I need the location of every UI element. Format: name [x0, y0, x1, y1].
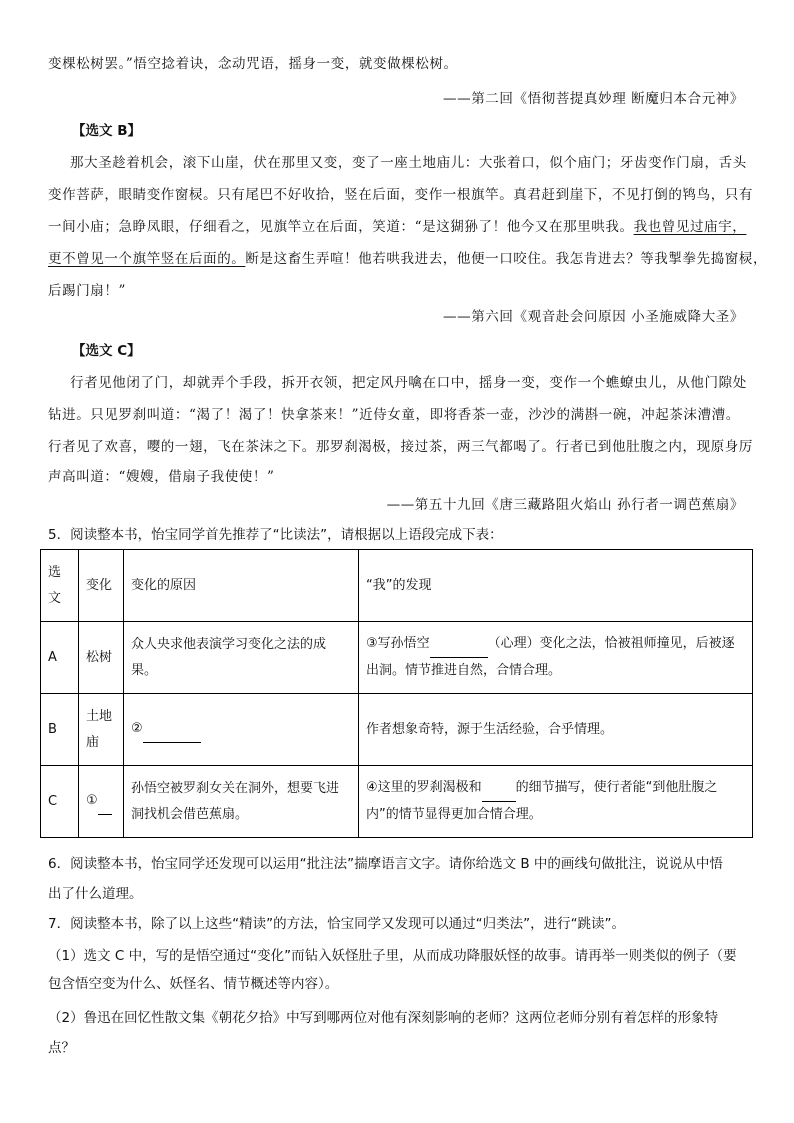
question-6-line-1: 6．阅读整本书，怡宝同学还发现可以运用“批注法”揣摩语言文字。请你给选文 B 中的画线句做批注，说说从中悟 — [48, 856, 723, 872]
passage-b-line-3 — [48, 215, 746, 235]
blank-3-input[interactable] — [430, 631, 488, 658]
row-c-change-prefix: ① — [86, 793, 98, 808]
header-passage: 选文 — [41, 550, 79, 622]
passage-b-line-2: 变作菩萨，眼睛变作窗棂。只有尾巴不好收拾，竖在后面，变作一根旗竿。真君赶到崖下，不见打倒的鸨鸟，只有 — [48, 187, 753, 203]
row-a-label: A — [41, 622, 79, 694]
passage-b-line-5: 后踢门扇！” — [48, 283, 127, 299]
header-finding: “我”的发现 — [359, 550, 753, 622]
row-a-change: 松树 — [79, 622, 124, 694]
passage-c-line-3: 行者见了欢喜，嘤的一翅，飞在茶沫之下。那罗刹渴极，接过茶，两三气都喝了。行者已到他肚腹之内，现原身厉 — [48, 439, 753, 455]
row-b-label: B — [41, 694, 79, 766]
row-b-reason-prefix: ② — [131, 721, 143, 736]
passage-a-source: ——第二回《悟彻菩提真妙理 断魔归本合元神》 — [443, 91, 744, 107]
table-row-b — [41, 694, 753, 766]
row-b-finding: 作者想象奇特，源于生活经验，合乎情理。 — [359, 694, 753, 766]
passage-c-line-2: 钻进。只见罗刹叫道：“渴了！渴了！快拿茶来！”近侍女童，即将香茶一壶，沙沙的满斟一碗，冲起茶沫漕漕。 — [48, 407, 740, 423]
row-c-finding-prefix: ④这里的罗刹渴极和 — [366, 780, 482, 795]
underlined-sentence-part-2: 更不曾见一个旗竿竖在后面的。 — [48, 251, 246, 267]
blank-2-input[interactable] — [143, 716, 201, 743]
question-7-2-line-1: （2）鲁迅在回忆性散文集《朝花夕拾》中写到哪两位对他有深刻影响的老师？这两位老师分别有着怎样的形象特 — [48, 1010, 719, 1026]
table-header-row — [41, 550, 753, 622]
header-change: 变化 — [79, 550, 124, 622]
passage-a-line: 变棵松树罢。”悟空捻着诀，念动咒语，摇身一变，就变做棵松树。 — [48, 56, 458, 72]
question-7-1-line-1: （1）选文 C 中，写的是悟空通过“变化”而钻入妖怪肚子里，从而成功降服妖怪的故事。请再举一则类似的例子（要 — [48, 948, 737, 964]
passage-c-heading: 【选文 C】 — [72, 343, 141, 359]
row-a-finding-prefix: ③写孙悟空 — [366, 636, 430, 651]
row-c-change — [79, 766, 124, 838]
question-7-1-line-2: 包含悟空变为什么、妖怪名、情节概述等内容）。 — [48, 976, 339, 992]
question-6-line-2: 出了什么道理。 — [48, 886, 143, 902]
row-c-reason: 孙悟空被罗刹女关在洞外，想要飞进洞找机会借芭蕉扇。 — [124, 766, 359, 838]
passage-b-source: ——第六回《观音赴会问原因 小圣施威降大圣》 — [443, 309, 744, 325]
blank-4-input[interactable] — [482, 775, 516, 802]
passage-b-line-4-plain: 断是这畜生弄喧！他若哄我进去，他便一口咬住。我怎肯进去？等我掣拳先捣窗棂， — [245, 251, 768, 267]
passage-b-line-1: 那大圣趁着机会，滚下山崖，伏在那里又变，变了一座土地庙儿：大张着口，似个庙门；牙齿变作门扇，舌头 — [70, 155, 747, 171]
row-c-finding-suffix: 的细节描写，使行者能“到他肚腹之内”的情节显得更加合情合理。 — [366, 780, 718, 822]
passage-c-source: ——第五十九回《唐三藏路阻火焰山 孙行者一调芭蕉扇》 — [386, 497, 744, 513]
passage-c-line-1: 行者见他闭了门，却就弄个手段，拆开衣领，把定风丹噙在口中，摇身一变，变作一个蟭蟟虫儿，从他门隙处 — [70, 375, 747, 391]
passage-b-line-4 — [48, 247, 767, 267]
passage-c-line-4: 声高叫道：“嫂嫂，借扇子我使使！” — [48, 469, 275, 485]
row-a-finding-suffix: （心理）变化之法，恰被祖师撞见，后被逐出洞。情节推进自然，合情合理。 — [366, 636, 735, 678]
question-7-2-line-2: 点？ — [48, 1040, 75, 1056]
table-row-c — [41, 766, 753, 838]
blank-1-input[interactable] — [98, 788, 112, 815]
row-a-reason: 众人央求他表演学习变化之法的成果。 — [124, 622, 359, 694]
row-c-label: C — [41, 766, 79, 838]
passage-b-line-3-plain: 一间小庙；急睁凤眼，仔细看之，见旗竿立在后面，笑道：“是这猢狲了！他今又在那里哄我。 — [48, 219, 634, 235]
header-reason: 变化的原因 — [124, 550, 359, 622]
underlined-sentence-part-1: 我也曾见过庙宇， — [633, 219, 747, 235]
row-b-reason — [124, 694, 359, 766]
passage-b-heading: 【选文 B】 — [72, 123, 141, 139]
comparison-table — [40, 549, 753, 838]
table-row-a — [41, 622, 753, 694]
row-a-finding — [359, 622, 753, 694]
row-b-change: 土地庙 — [79, 694, 124, 766]
row-c-finding — [359, 766, 753, 838]
question-7: 7．阅读整本书，除了以上这些“精读”的方法，恰宝同学又发现可以通过“归类法”，进行“跳读”。 — [48, 916, 626, 932]
question-5: 5．阅读整本书，怡宝同学首先推荐了“比读法”，请根据以上语段完成下表： — [48, 527, 503, 543]
